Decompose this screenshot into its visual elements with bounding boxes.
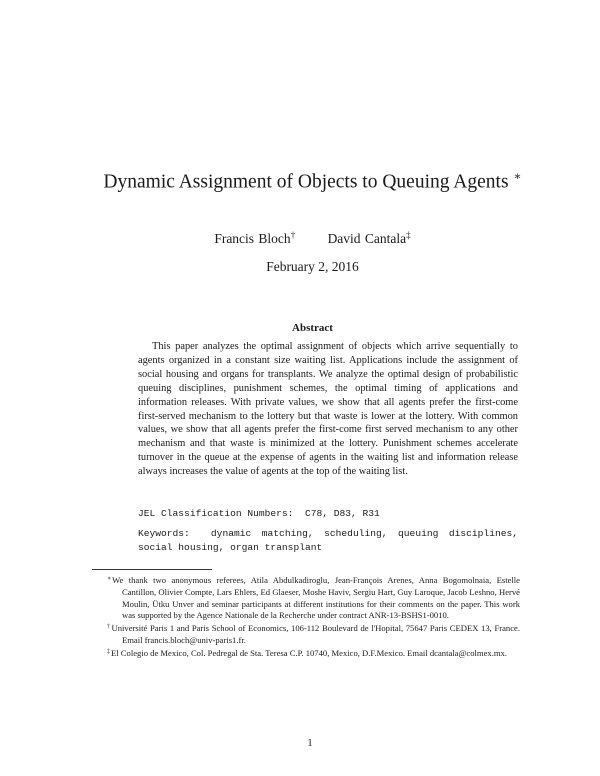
footnote-text: Université Paris 1 and Paris School of Economics, 106-112 Boulevard de l'Hopital, 75647 Paris CEDEX 13, France. Email francis.bloch@univ-paris1.fr. (111, 623, 520, 645)
title-text: Dynamic Assignment of Objects to Queuing Agents (103, 171, 509, 193)
footnote-text: We thank two anonymous referees, Atila Abdulkadiroglu, Jean-François Arenes, Anna Bogomolnaia, Estelle Cantillon, Olivier Compte, Lars Ehlers, Ed Glaeser, Moshe Haviv, Sergiu Hart, Guy Laroque, Jacob Leshno, Hervé Moulin, Ütku Unver and seminar participants at different institutions for their comments on the paper. This work was supported by the Agence Nationale de la Recherche under contract ANR-13-BSHS1-0010. (112, 575, 520, 621)
author-name: Francis Bloch (214, 231, 291, 246)
author-cantala (328, 231, 411, 246)
paper-title (100, 163, 525, 196)
abstract-body: This paper analyzes the optimal assignment of objects which arrive sequentially to agents organized in a constant size waiting list. Applications include the assignment of social housing and organs for transplants. We analyze the optimal design of probabilistic queuing disciplines, punishment schemes, the optimal timing of applications and information releases. With private values, we show that all agents prefer the first-come first-served mechanism to the lottery but that waste is lower at the lottery. With common values, we show that all agents prefer the first-come first served mechanism to any other mechanism and that waste is minimized at the lottery. Punishment schemes accelerate turnover in the queue at the expense of agents in the waiting list and information release always increases the value of agents at the top of the waiting list. (138, 341, 518, 478)
footnote-divider (92, 569, 212, 570)
footnote-mark: † (107, 624, 111, 631)
author-footnote-mark: ‡ (406, 230, 411, 240)
author-bloch (214, 231, 295, 246)
paper-date: February 2, 2016 (266, 259, 359, 274)
footnote-mark: ‡ (107, 648, 110, 655)
footnote-mark: ∗ (107, 576, 112, 582)
jel-classification: JEL Classification Numbers: C78, D83, R31 (138, 508, 380, 519)
footnote-cantala-affiliation (107, 647, 520, 660)
author-footnote-mark: † (290, 230, 296, 240)
abstract-heading: Abstract (292, 322, 333, 334)
footnote-acknowledgements (107, 574, 520, 622)
author-list (100, 230, 525, 247)
title-footnote-mark: ∗ (513, 169, 522, 183)
page-number: 1 (307, 737, 313, 749)
footnote-text: El Colegio de Mexico, Col. Pedregal de Sta. Teresa C.P. 10740, Mexico, D.F.Mexico. Email dcantala@colmex.mx. (111, 647, 507, 658)
keywords: Keywords: dynamic matching, scheduling, queuing disciplines, social housing, organ transplant (138, 528, 524, 553)
footnotes (107, 574, 520, 660)
author-name: David Cantala (327, 231, 407, 246)
footnote-bloch-affiliation (107, 622, 520, 647)
